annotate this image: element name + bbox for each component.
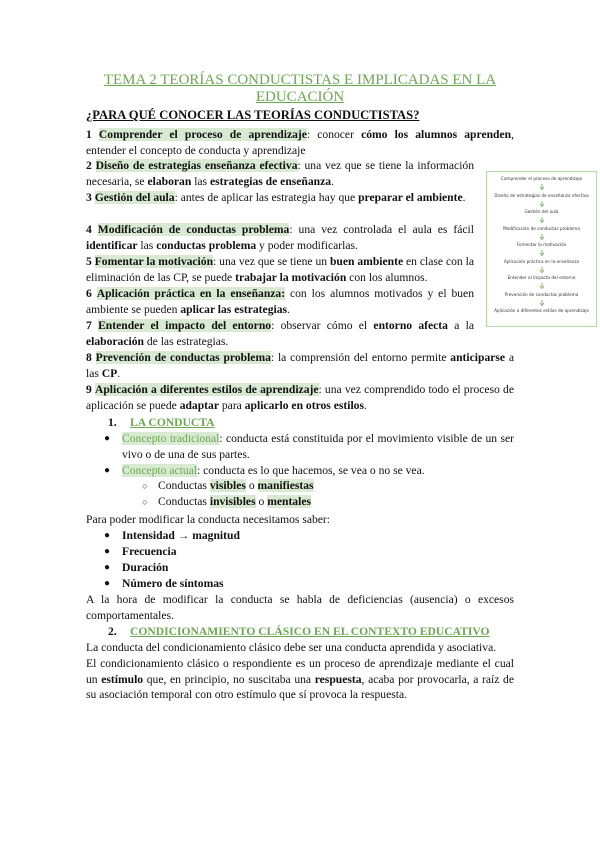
list-item: 1 Comprender el proceso de aprendizaje: conocer cómo los alumnos aprenden, entender el concepto de conducta y aprendizaje	[86, 128, 514, 157]
list-item: 6 Aplicación práctica en la enseñanza: con los alumnos motivados y el buen ambiente se pueden aplicar las estrategias.	[86, 287, 474, 316]
list-item: Conductas visibles o manifiestas	[158, 479, 314, 492]
section-heading: CONDICIONAMIENTO CLÁSICO EN EL CONTEXTO EDUCATIVO	[130, 625, 490, 638]
flow-step: Gestión del aula	[524, 209, 559, 214]
document-title: TEMA 2 TEORÍAS CONDUCTISTAS E IMPLICADAS EN LA EDUCACIÓN	[103, 72, 497, 105]
flow-diagram	[486, 171, 597, 327]
down-arrow-icon	[539, 234, 545, 240]
list-item: Concepto tradicional: conducta está constituida por el movimiento visible de un ser vivo o de una de sus partes.	[122, 432, 514, 461]
down-arrow-icon	[539, 217, 545, 223]
circle-bullet-icon: ○	[142, 481, 148, 491]
flow-step: Comprender el proceso de aprendizaje	[500, 176, 583, 181]
flow-step: Aplicación práctica en la enseñanza	[503, 258, 580, 264]
list-item: Frecuencia	[122, 545, 177, 558]
down-arrow-icon	[539, 184, 545, 190]
list-item: Número de síntomas	[122, 577, 224, 590]
section-heading: LA CONDUCTA	[130, 416, 215, 429]
down-arrow-icon	[539, 267, 545, 273]
list-item: 4 Modificación de conductas problema: una vez controlada el aula es fácil identificar las conductas problema y poder modificarlas.	[86, 223, 474, 252]
flow-step: Fomentar la motivación	[516, 242, 567, 247]
bullet-icon: ●	[104, 546, 111, 557]
down-arrow-icon	[539, 300, 545, 306]
section-subtitle: ¿PARA QUÉ CONOCER LAS TEORÍAS CONDUCTISTAS?	[86, 108, 420, 122]
list-item: 8 Prevención de conductas problema: la comprensión del entorno permite anticiparse a las CP.	[86, 351, 515, 380]
list-item: Concepto actual: conducta es lo que hacemos, se vea o no se vea.	[122, 464, 425, 477]
flow-step: Diseño de estrategias de enseñanza efectiva	[494, 192, 589, 198]
list-item: 5 Fomentar la motivación: una vez que se tiene un buen ambiente en clase con la eliminación de las CP, se puede trabajar la motivación con los alumnos.	[86, 255, 474, 284]
bullet-icon: ●	[104, 578, 111, 589]
down-arrow-icon	[539, 283, 545, 289]
list-item: Duración	[122, 561, 169, 574]
circle-bullet-icon: ○	[142, 497, 148, 507]
flow-step: Entender el impacto del entorno	[507, 275, 576, 280]
bullet-icon: ●	[104, 530, 111, 541]
section-number: 1.	[108, 416, 117, 429]
bullet-icon: ●	[104, 465, 111, 476]
bullet-icon: ●	[104, 433, 111, 444]
flow-step: Aplicación a diferentes estilos de aprendizaje	[494, 308, 589, 313]
paragraph: A la hora de modificar la conducta se habla de deficiencias (ausencia) o excesos comportamentales.	[86, 593, 514, 622]
list-item: 7 Entender el impacto del entorno: observar cómo el entorno afecta a la elaboración de las estrategias.	[86, 319, 475, 348]
list-item: 2 Diseño de estrategias enseñanza efectiva: una vez que se tiene la información necesaria, se elaboran las estrategias de enseñanza.	[86, 159, 475, 188]
down-arrow-icon	[539, 250, 545, 256]
section-number: 2.	[108, 625, 117, 638]
paragraph: El condicionamiento clásico o respondiente es un proceso de aprendizaje mediante el cual un estímulo que, en principio, no suscitaba una respuesta, acaba por provocarla, a raíz de su asociación temporal con otro estímulo que sí provoca la respuesta.	[86, 657, 514, 702]
list-item: Conductas invisibles o mentales	[158, 495, 311, 508]
bullet-icon: ●	[104, 562, 111, 573]
down-arrow-icon	[539, 201, 545, 207]
flow-step: Prevención de conductas problema	[504, 291, 579, 297]
paragraph: La conducta del condicionamiento clásico debe ser una conducta aprendida y asociativa.	[86, 641, 497, 654]
paragraph: Para poder modificar la conducta necesitamos saber:	[86, 513, 331, 526]
list-item: Intensidad → magnitud	[122, 529, 240, 542]
flow-step: Modificación de conductas problema	[503, 225, 580, 231]
list-item: 9 Aplicación a diferentes estilos de aprendizaje: una vez comprendido todo el proceso de aplicación se puede adaptar para aplicarlo en otros estilos.	[86, 383, 514, 412]
list-item: 3 Gestión del aula: antes de aplicar las estrategia hay que preparar el ambiente.	[86, 191, 466, 204]
